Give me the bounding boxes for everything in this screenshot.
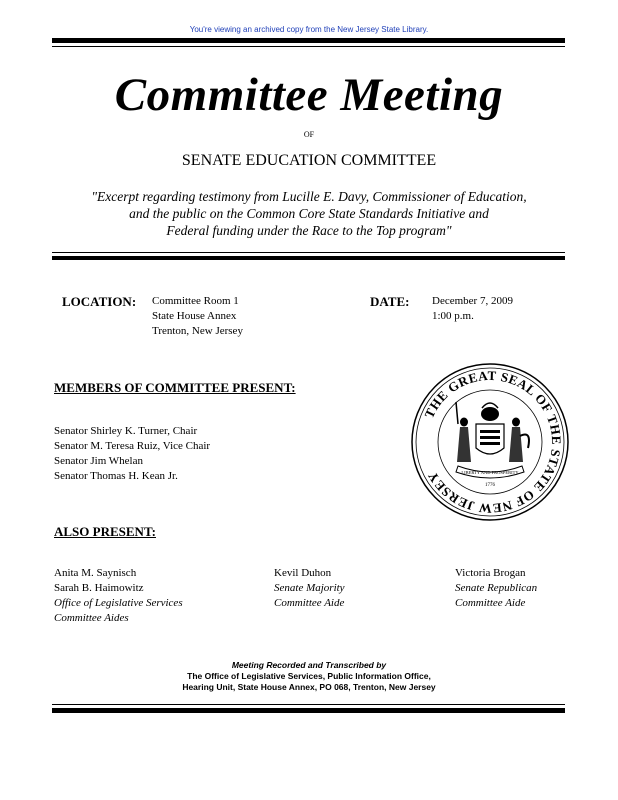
bottom-rule-thin	[52, 704, 565, 705]
seal-ring-text: THE GREAT SEAL OF THE STATE OF NEW JERSEY	[421, 367, 565, 517]
mid-rule-thin	[52, 252, 565, 253]
aide-role: Senate Republican	[455, 582, 538, 594]
location-details	[152, 294, 243, 339]
aide-role: Senate Majority	[274, 582, 345, 594]
members-list	[54, 424, 210, 484]
aides-column-2	[274, 566, 345, 611]
aides-column-1	[54, 566, 183, 626]
excerpt-line: "Excerpt regarding testimony from Lucille E. Davy, Commissioner of Education,	[91, 189, 527, 204]
excerpt-line: Federal funding under the Race to the Top program"	[166, 223, 452, 238]
member-name: Senator Thomas H. Kean Jr.	[54, 470, 178, 482]
aide-role: Committee Aides	[54, 612, 129, 624]
top-rule-thin	[52, 46, 565, 47]
page-title: Committee Meeting	[114, 69, 504, 121]
nj-state-seal-icon	[410, 362, 570, 522]
bottom-rule-thick	[52, 708, 565, 713]
aide-name: Anita M. Saynisch	[54, 567, 137, 579]
aide-role: Office of Legislative Services	[54, 597, 183, 609]
credit-line: The Office of Legislative Services, Public Information Office,	[187, 671, 431, 681]
seal-year: 1776	[485, 483, 495, 488]
location-line: Trenton, New Jersey	[152, 325, 243, 337]
location-line: State House Annex	[152, 310, 237, 322]
member-name: Senator Jim Whelan	[54, 455, 143, 467]
location-label: LOCATION:	[62, 294, 137, 309]
committee-name: SENATE EDUCATION COMMITTEE	[181, 152, 437, 169]
excerpt-line: and the public on the Common Core State Standards Initiative and	[129, 206, 489, 221]
excerpt-text	[0, 188, 618, 239]
archive-banner: You're viewing an archived copy from the New Jersey State Library.	[189, 25, 429, 34]
date-details	[432, 294, 513, 324]
members-heading: MEMBERS OF COMMITTEE PRESENT:	[54, 380, 296, 395]
aides-column-3	[455, 566, 537, 611]
transcription-credit	[0, 660, 618, 693]
mid-rule-thick	[52, 256, 565, 260]
location-line: Committee Room 1	[152, 295, 239, 307]
top-rule-thick	[52, 38, 565, 43]
credit-line: Hearing Unit, State House Annex, PO 068, Trenton, New Jersey	[182, 682, 436, 692]
seal-ribbon-text: LIBERTY AND PROSPERITY	[461, 470, 519, 475]
member-name: Senator Shirley K. Turner, Chair	[54, 425, 198, 437]
date-line: 1:00 p.m.	[432, 310, 474, 322]
also-present-heading: ALSO PRESENT:	[54, 524, 156, 539]
credit-line: Meeting Recorded and Transcribed by	[231, 660, 387, 670]
member-name: Senator M. Teresa Ruiz, Vice Chair	[54, 440, 211, 452]
aide-name: Kevil Duhon	[274, 567, 332, 579]
aide-role: Committee Aide	[274, 597, 345, 609]
date-label: DATE:	[370, 294, 410, 309]
of-label: OF	[303, 130, 315, 139]
aide-name: Victoria Brogan	[455, 567, 526, 579]
aide-name: Sarah B. Haimowitz	[54, 582, 144, 594]
aide-role: Committee Aide	[455, 597, 526, 609]
date-line: December 7, 2009	[432, 295, 513, 307]
